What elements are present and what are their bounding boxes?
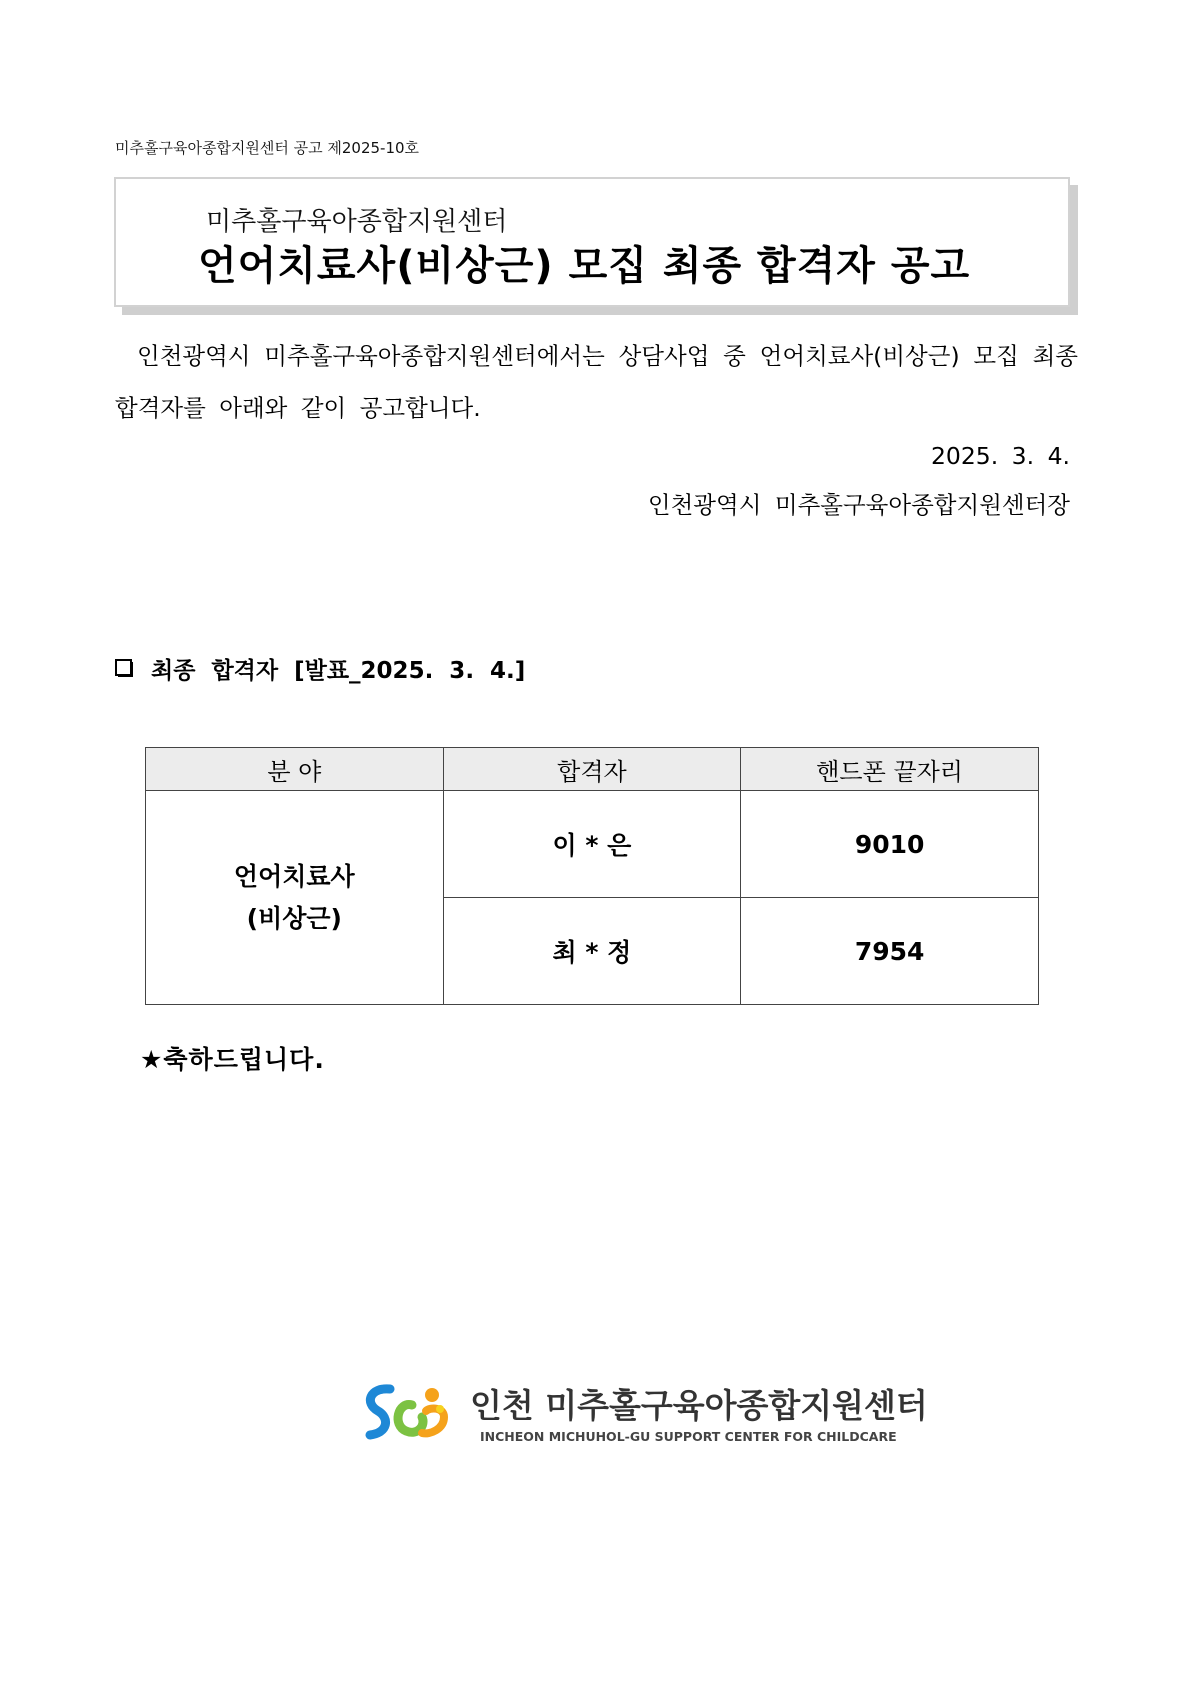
table-row xyxy=(146,791,1039,898)
issue-date: 2025. 3. 4. xyxy=(930,442,1070,470)
logo-text-block xyxy=(470,1380,928,1444)
logo-name-english: INCHEON MICHUHOL-GU SUPPORT CENTER FOR CHILDCARE xyxy=(480,1429,897,1444)
phone-cell: 7954 xyxy=(741,898,1039,1005)
document-number: 미추홀구육아종합지원센터 공고 제2025-10호 xyxy=(115,139,420,157)
table-header-row xyxy=(146,748,1039,791)
center-logo xyxy=(360,1380,928,1444)
title-subtitle: 미추홀구육아종합지원센터 xyxy=(206,207,508,237)
header-field: 분 야 xyxy=(146,748,444,791)
name-cell: 이 * 은 xyxy=(443,791,741,898)
field-cell xyxy=(146,791,444,1005)
header-name: 합격자 xyxy=(443,748,741,791)
results-table xyxy=(145,747,1039,1005)
congratulations-text: ★축하드립니다. xyxy=(140,1045,325,1074)
shadowed-square-icon xyxy=(115,659,135,679)
phone-cell: 9010 xyxy=(741,791,1039,898)
field-line-1: 언어치료사 xyxy=(233,861,355,891)
issuer-name: 인천광역시 미추홀구육아종합지원센터장 xyxy=(647,491,1070,519)
header-phone: 핸드폰 끝자리 xyxy=(741,748,1039,791)
logo-name-korean: 인천 미추홀구육아종합지원센터 xyxy=(470,1386,928,1425)
field-line-2: (비상근) xyxy=(246,903,342,933)
section-heading-text: 최종 합격자 [발표_2025. 3. 4.] xyxy=(151,658,526,684)
name-cell: 최 * 정 xyxy=(443,898,741,1005)
title-box xyxy=(114,177,1070,307)
section-heading xyxy=(115,652,525,685)
center-logo-icon xyxy=(360,1381,450,1443)
page-title: 언어치료사(비상근) 모집 최종 합격자 공고 xyxy=(198,243,971,289)
intro-paragraph: 인천광역시 미추홀구육아종합지원센터에서는 상담사업 중 언어치료사(비상근) 모집 최종 합격자를 아래와 같이 공고합니다. xyxy=(115,342,1078,422)
